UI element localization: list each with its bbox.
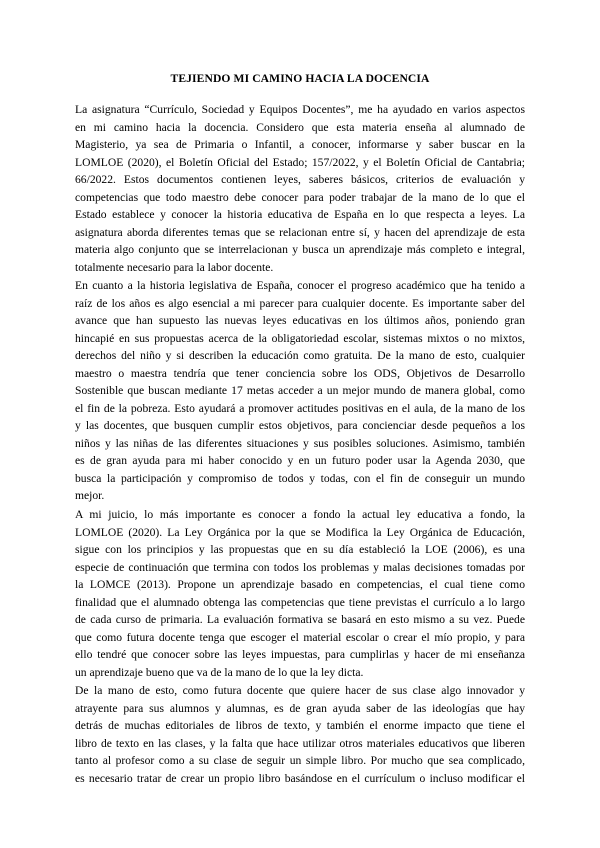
text-line: y las docentes, que busquen cumplir estos objetivos, para concienciar desde pequeños a los: [75, 419, 525, 432]
text-line: hincapié en sus propuestas acerca de la obligatoriedad escolar, sistemas mixtos o no mixtos,: [75, 331, 525, 345]
text-line: el fin de la pobreza. Esto ayudará a promover actitudes positivas en el aula, de la mano de los: [75, 401, 525, 415]
text-line: detrás de muchas editoriales de libros de texto, y también el enorme impacto que tiene el: [75, 719, 525, 732]
text-line: asignatura aborda diferentes temas que se relacionan entre sí, y hacen del aprendizaje de esta: [75, 225, 525, 239]
text-line: derechos del niño y si describen la educación como gratuita. De la mano de esto, cualquier: [75, 349, 525, 362]
text-line: competencias que todo maestro debe conocer para poder trabajar de la mano de lo que el: [75, 190, 525, 204]
text-line: avance que han supuesto las nuevas leyes educativas en los últimos años, poniendo gran: [75, 314, 525, 327]
text-line: De la mano de esto, como futura docente que quiere hacer de sus clase algo innovador y: [75, 684, 525, 697]
text-line: maestro o maestra tendría que tener conciencia sobre los ODS, Objetivos de Desarrollo: [75, 366, 525, 380]
text-line: Estado establece y conocer la historia educativa de España en lo que respecta a leyes. La: [75, 208, 525, 221]
text-line: materia algo conjunto que se interrelacionan y busca un aprendizaje más completo e integral,: [75, 243, 525, 256]
text-line: Sostenible que buscan mediante 17 metas acceder a un mejor mundo de manera global, como: [75, 384, 525, 397]
text-line: mejor.: [75, 489, 105, 502]
text-line: totalmente necesario para la labor docente.: [75, 260, 274, 274]
text-line: libro de texto en las clases, y la falta que hace utilizar otros materiales educativos que liberen: [75, 736, 525, 750]
text-line: A mi juicio, lo más importante es conocer a fondo la actual ley educativa a fondo, la: [75, 508, 525, 521]
text-line: LOMLOE (2020), el Boletín Oficial del Estado; 157/2022, y el Boletín Oficial de Cantabria;: [75, 155, 525, 169]
paragraph-lomloe: [75, 506, 525, 681]
text-line: finalidad que el alumnado obtenga las competencias que tiene previstas el currículo a lo largo: [75, 595, 525, 609]
text-line: atrayente para sus alumnos y alumnas, es de gran ayuda saber de las ideologías que hay: [75, 701, 525, 715]
text-line: sigue con los principios y las propuestas que en su día estableció la LOE (2006), es una: [75, 543, 525, 556]
text-line: es necesario tratar de crear un propio libro basándose en el currículum o incluso modificar el: [75, 771, 525, 785]
text-line: un aprendizaje bueno que va de la mano de lo que la ley dicta.: [75, 665, 364, 679]
text-line: especie de continuación que termina con todos los problemas y malas decisiones tomadas por: [75, 560, 525, 574]
text-line: niños y las niñas de las diferentes situaciones y sus posibles soluciones. Asimismo, también: [75, 436, 525, 450]
paragraph-libros-de-texto: [75, 682, 525, 787]
text-line: En cuanto a la historia legislativa de España, conocer el progreso académico que ha tenido a: [75, 279, 525, 292]
document-title: TEJIENDO MI CAMINO HACIA LA DOCENCIA: [170, 72, 430, 85]
text-line: 66/2022. Estos documentos contienen leyes, saberes básicos, criterios de evaluación y: [75, 173, 525, 186]
text-line: tanto al profesor como a su clase de seguir un simple libro. Por mucho que sea complicado,: [75, 754, 525, 767]
text-line: raíz de los años es algo esencial a mi parecer para cualquier docente. Es importante saber del: [75, 296, 525, 310]
text-line: de cada curso de primaria. La evaluación formativa se basará en esto mismo a su vez. Puede: [75, 613, 525, 626]
text-line: en mi camino hacia la docencia. Considero que esta materia enseña al alumnado de: [75, 120, 525, 134]
paragraph-curriculo: [75, 101, 525, 276]
text-line: LOMLOE (2020). La Ley Orgánica por la que se Modifica la Ley Orgánica de Educación,: [75, 525, 525, 539]
text-line: busca la participación y compromiso de todos y todas, con el fin de conseguir un mundo: [75, 471, 525, 485]
text-line: es de gran ayuda para mi haber conocido y en un futuro poder usar la Agenda 2030, que: [75, 454, 525, 467]
text-line: ello tendré que conocer sobre las leyes impuestas, para cumplirlas y hacer de mi enseñanza: [75, 648, 525, 661]
text-line: la LOMCE (2013). Propone un aprendizaje basado en competencias, el cual tiene como: [75, 578, 525, 591]
paragraph-historia-legislativa: [75, 277, 525, 505]
text-line: La asignatura “Currículo, Sociedad y Equipos Docentes”, me ha ayudado en varios aspectos: [75, 103, 525, 116]
text-line: que como futura docente tenga que escoger el material escolar o crear el mío propio, y para: [75, 630, 525, 644]
text-line: Magisterio, ya sea de Primaria o Infantil, a conocer, informarse y saber buscar en la: [75, 138, 525, 151]
